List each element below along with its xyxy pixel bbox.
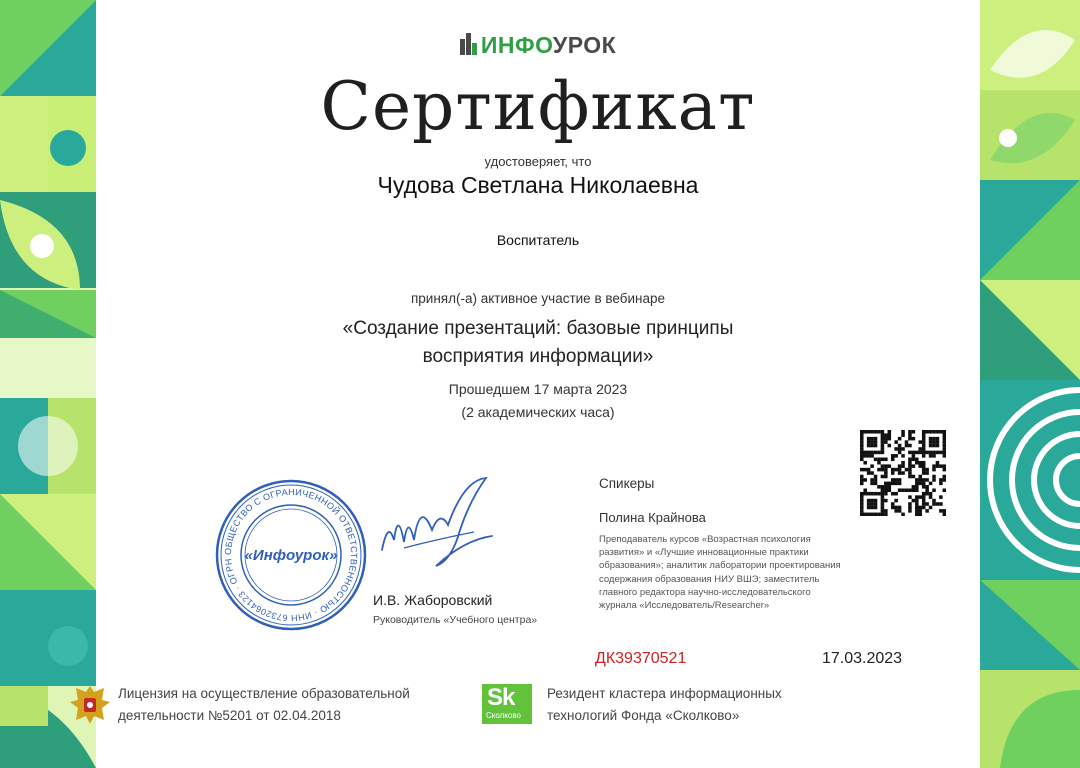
logo-text-part2: УРОК	[552, 32, 617, 58]
speaker-bio-line: содержания образования НИУ ВШЭ; заместитель	[599, 573, 820, 585]
license-line2: деятельности №5201 от 02.04.2018	[118, 708, 341, 723]
license-text	[118, 683, 410, 727]
skolkovo-logo	[482, 684, 532, 724]
license-line1: Лицензия на осуществление образовательной	[118, 686, 410, 701]
recipient-name: Чудова Светлана Николаевна	[377, 172, 699, 198]
infourok-logo	[96, 32, 980, 61]
stamp-ring-text: ОБЩЕСТВО С ОГРАНИЧЕННОЙ ОТВЕТСТВЕННОСТЬЮ · ИНН 6732064123 · ОГРН	[222, 486, 360, 624]
speaker-name: Полина Крайнова	[599, 510, 706, 525]
resident-line1: Резидент кластера информационных	[547, 686, 782, 701]
skolkovo-logo-big: Sk	[487, 684, 515, 711]
signature	[374, 470, 494, 580]
logo-text-part1: ИНФО	[480, 32, 553, 58]
speaker-bio	[599, 533, 899, 612]
certificate-code: ДК39370521	[595, 650, 687, 667]
qr-code[interactable]	[860, 430, 946, 516]
signer-position: Руководитель «Учебного центра»	[373, 614, 538, 626]
speaker-bio-line: главного редактора научно-исследовательского	[599, 586, 811, 598]
speaker-bio-line: журнала «Исследователь/Researcher»	[599, 600, 770, 612]
webinar-title-line1: «Создание презентаций: базовые принципы	[342, 318, 734, 339]
resident-line2: технологий Фонда «Сколково»	[547, 708, 740, 723]
held-date: Прошедшем 17 марта 2023	[448, 381, 628, 397]
stamp-center-text: «Инфоурок»	[244, 547, 338, 564]
organization-stamp	[214, 478, 368, 632]
issue-date: 17.03.2023	[822, 650, 903, 667]
right-decorative-border	[980, 0, 1080, 768]
certifies-text: удостоверяет, что	[484, 154, 592, 169]
signer-name: И.В. Жаборовский	[373, 592, 493, 608]
russian-coat-of-arms-icon	[68, 682, 112, 726]
skolkovo-logo-small: Сколково	[486, 711, 521, 720]
speaker-bio-line: образования»; аналитик лаборатории проектирования	[599, 560, 841, 572]
speakers-heading: Спикеры	[599, 476, 655, 491]
academic-hours: (2 академических часа)	[461, 404, 615, 420]
participation-text: принял(-а) активное участие в вебинаре	[410, 291, 665, 306]
webinar-title-line2: восприятия информации»	[422, 346, 654, 367]
speaker-bio-line: развития» и «Лучшие инновационные практики	[599, 547, 809, 559]
certificate-title: Сертификат	[320, 68, 756, 145]
certificate-body	[96, 0, 980, 768]
recipient-role: Воспитатель	[496, 232, 580, 248]
infourok-logo-icon	[460, 33, 478, 61]
speaker-bio-line: Преподаватель курсов «Возрастная психология	[599, 534, 811, 545]
left-decorative-border	[0, 0, 96, 768]
skolkovo-resident-text	[547, 683, 782, 727]
